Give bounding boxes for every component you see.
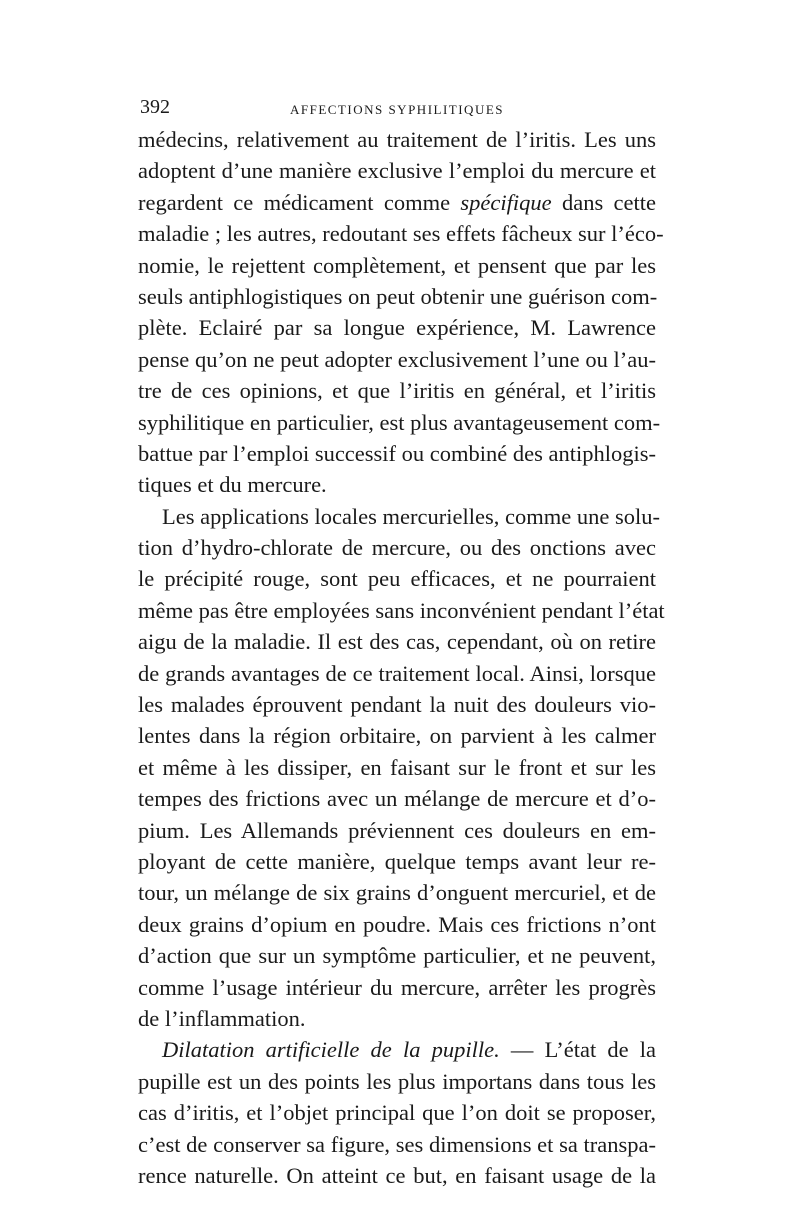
text-line: tre de ces opinions, et que l’iritis en général, et l’iritis xyxy=(138,378,656,404)
text-line: lentes dans la région orbitaire, on parvient à les calmer xyxy=(138,723,656,749)
text-line: plète. Eclairé par sa longue expérience, M. Lawrence xyxy=(138,315,656,341)
text-line: et même à les dissiper, en faisant sur le front et sur les xyxy=(138,754,656,780)
section-heading: Dilatation artificielle de la pupille. xyxy=(162,1037,500,1063)
text-line: tempes des frictions avec un mélange de mercure et d’o- xyxy=(138,786,656,812)
text-line: cas d’iritis, et l’objet principal que l’on doit se proposer, xyxy=(138,1100,656,1126)
text-fragment: regardent ce médicament comme xyxy=(138,189,451,215)
text-line: de l’inflammation. xyxy=(138,1005,306,1031)
text-line: tion d’hydro-chlorate de mercure, ou des onctions avec xyxy=(138,535,656,561)
page-number: 392 xyxy=(140,96,170,118)
text-line: médecins, relativement au traitement de l’iritis. Les uns xyxy=(138,127,656,152)
text-line: les malades éprouvent pendant la nuit des douleurs vio- xyxy=(138,692,656,718)
text-line xyxy=(138,187,656,218)
body-text xyxy=(138,124,665,1191)
text-line: c’est de conserver sa figure, ses dimensions et sa transpa- xyxy=(138,1131,656,1157)
text-line: de grands avantages de ce traitement local. Ainsi, lorsque xyxy=(138,660,656,686)
text-line: maladie ; les autres, redoutant ses effets fâcheux sur l’éco- xyxy=(138,221,664,247)
page-header xyxy=(138,98,656,122)
text-line: Les applications locales mercurielles, comme une solu- xyxy=(162,503,660,529)
text-line: seuls antiphlogistiques on peut obtenir une guérison com- xyxy=(138,283,658,309)
text-line: comme l’usage intérieur du mercure, arrêter les progrès xyxy=(138,974,656,1000)
text-line: deux grains d’opium en poudre. Mais ces frictions n’ont xyxy=(138,911,656,937)
text-line: adoptent d’une manière exclusive l’emploi du mercure et xyxy=(138,158,656,184)
text-line: syphilitique en particulier, est plus avantageusement com- xyxy=(138,409,661,435)
text-line: nomie, le rejettent complètement, et pensent que par les xyxy=(138,252,656,278)
text-fragment: — L’état de la xyxy=(510,1037,657,1063)
text-line: pense qu’on ne peut adopter exclusivement l’une ou l’au- xyxy=(138,346,656,372)
text-line: battue par l’emploi successif ou combiné des antiphlogis- xyxy=(138,440,656,466)
text-line: tour, un mélange de six grains d’onguent mercuriel, et de xyxy=(138,880,656,906)
text-line: pupille est un des points les plus importans dans tous les xyxy=(138,1068,656,1094)
text-line: même pas être employées sans inconvénient pendant l’état xyxy=(138,597,665,623)
running-head: AFFECTIONS SYPHILITIQUES xyxy=(289,102,505,117)
text-line: rence naturelle. On atteint ce but, en faisant usage de la xyxy=(138,1162,656,1188)
text-line: ployant de cette manière, quelque temps avant leur re- xyxy=(138,848,656,874)
text-line xyxy=(138,1034,656,1065)
text-fragment: dans cette xyxy=(561,189,656,215)
text-line: pium. Les Allemands préviennent ces douleurs en em- xyxy=(138,817,656,843)
text-line: aigu de la maladie. Il est des cas, cependant, où on retire xyxy=(138,629,656,655)
text-line: le précipité rouge, sont peu efficaces, et ne pourraient xyxy=(138,566,656,592)
text-line: d’action que sur un symptôme particulier, et ne peuvent, xyxy=(138,943,656,969)
text-line: tiques et du mercure. xyxy=(138,472,327,498)
italic-specifique: spécifique xyxy=(460,189,552,215)
